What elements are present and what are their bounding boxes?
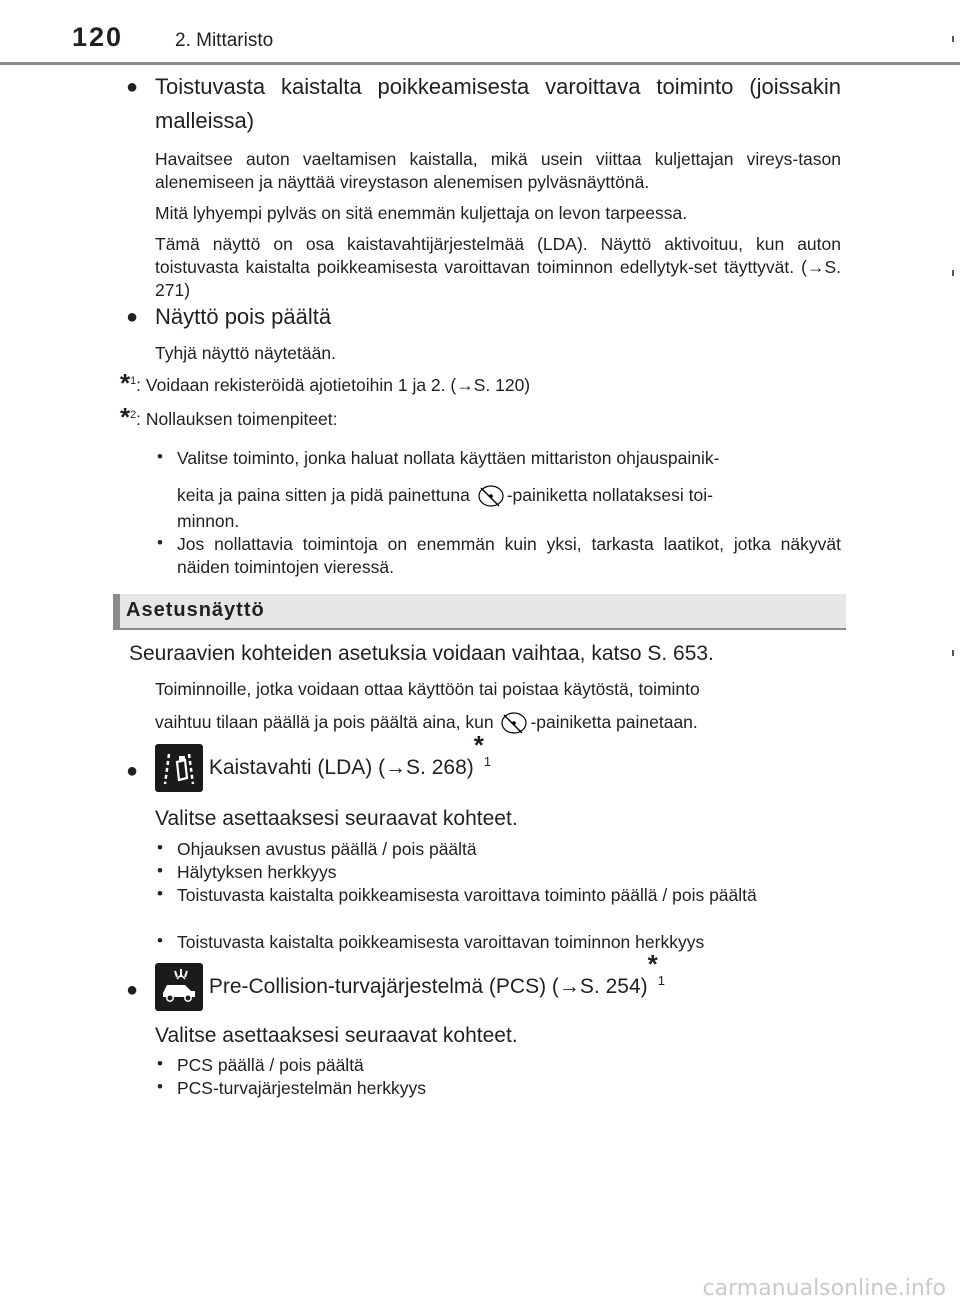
list-dot: • xyxy=(157,931,163,950)
section-marker xyxy=(113,594,120,628)
pcs-title-text: Pre-Collision-turvajärjestelmä (PCS) (→S. 254) xyxy=(203,975,648,998)
list-dot: • xyxy=(157,861,163,880)
bullet-icon: ● xyxy=(126,76,139,98)
list-dot: • xyxy=(157,1077,163,1096)
list-dot: • xyxy=(157,447,163,466)
page-header xyxy=(0,0,960,66)
display-off-title: Näyttö pois päältä xyxy=(155,304,332,329)
pcs-title xyxy=(155,949,665,1011)
section-header-settings xyxy=(113,594,846,630)
enter-button-icon xyxy=(498,709,530,737)
bullet-icon: ● xyxy=(126,979,139,1001)
reset-item-2: Jos nollattavia toimintoja on enemmän kuin yksi, tarkasta laatikot, jotka näkyvät näiden toimintojen vieressä. xyxy=(177,534,841,577)
list-dot: • xyxy=(157,533,163,552)
settings-intro: Seuraavien kohteiden asetuksia voidaan vaihtaa, katso S. 653. xyxy=(129,642,714,665)
footnote-1 xyxy=(120,368,531,398)
lda-title xyxy=(155,730,492,792)
pre-collision-icon xyxy=(155,963,203,1011)
edge-tick xyxy=(952,650,954,656)
lda-instruction: Valitse asettaaksesi seuraavat kohteet. xyxy=(155,807,518,830)
bullet-icon: ● xyxy=(126,760,139,782)
settings-note-line-2 xyxy=(155,705,698,739)
lane-warning-paragraph-2: Mitä lyhyempi pylväs on sitä enemmän kuljettaja on levon tarpeessa. xyxy=(155,203,688,223)
page-number: 120 xyxy=(72,22,124,52)
list-dot: • xyxy=(157,884,163,903)
footnote-star: * xyxy=(473,730,484,760)
reset-item-1-line-1: Valitse toiminto, jonka haluat nollata käyttäen mittariston ohjauspainik- xyxy=(177,448,720,468)
reset-item-1-line-2 xyxy=(177,480,841,510)
display-off-paragraph: Tyhjä näyttö näytetään. xyxy=(155,343,336,363)
footnote-2 xyxy=(120,402,338,432)
pcs-instruction: Valitse asettaaksesi seuraavat kohteet. xyxy=(155,1024,518,1047)
enter-button-icon xyxy=(475,482,507,510)
reset-item-1-text-a: keita ja paina sitten ja pidä painettuna xyxy=(177,485,475,505)
lda-item: Hälytyksen herkkyys xyxy=(177,862,337,882)
lda-footnote-marker: 1 xyxy=(483,754,492,769)
lane-warning-title: Toistuvasta kaistalta poikkeamisesta varoittava toiminto (joissakin malleissa) xyxy=(155,74,841,133)
header-rule xyxy=(0,62,960,65)
footnote-1-marker: 1 xyxy=(130,375,137,388)
edge-tick xyxy=(952,270,954,276)
reset-item-1-text-b: -painiketta nollataksesi toi- xyxy=(506,485,713,505)
pcs-item: PCS päällä / pois päältä xyxy=(177,1055,364,1075)
footnote-2-text: : Nollauksen toimenpiteet: xyxy=(136,409,338,429)
section-title: Asetusnäyttö xyxy=(126,599,265,621)
footnote-1-text: : Voidaan rekisteröidä ajotietoihin 1 ja 2. (→S. 120) xyxy=(136,375,531,395)
lane-warning-paragraph-3: Tämä näyttö on osa kaistavahtijärjestelmää (LDA). Näyttö aktivoituu, kun auton toistuvasta kaistalta poikkeamisesta varoittavan toiminnon edellytyk-set täyttyvät. (→S. 271) xyxy=(155,234,841,300)
watermark: carmanualsonline.info xyxy=(702,1276,946,1301)
lda-item: Ohjauksen avustus päällä / pois päältä xyxy=(177,839,477,859)
settings-note-text-a: vaihtuu tilaan päällä ja pois päältä aina, kun xyxy=(155,712,499,732)
settings-note-text-b: -painiketta painetaan. xyxy=(530,712,698,732)
settings-note-line-1: Toiminnoille, jotka voidaan ottaa käyttöön tai poistaa käytöstä, toiminto xyxy=(155,679,700,699)
lda-item: Toistuvasta kaistalta poikkeamisesta varoittava toiminto päällä / pois päältä xyxy=(177,885,757,905)
edge-tick xyxy=(952,36,954,42)
footnote-star: * xyxy=(120,402,131,432)
footnote-star: * xyxy=(120,368,131,398)
footnote-2-marker: 2 xyxy=(130,409,137,422)
lda-title-text: Kaistavahti (LDA) (→S. 268) xyxy=(203,756,474,779)
bullet-icon: ● xyxy=(126,306,139,328)
lane-warning-paragraph-1: Havaitsee auton vaeltamisen kaistalla, mikä usein viittaa kuljettajan vireys-tason alenemiseen ja näyttää vireystason alenemisen pylväsnäyttönä. xyxy=(155,149,841,192)
lane-departure-alert-icon xyxy=(155,744,203,792)
pcs-footnote-marker: 1 xyxy=(657,973,665,988)
pcs-item: PCS-turvajärjestelmän herkkyys xyxy=(177,1078,426,1098)
list-dot: • xyxy=(157,838,163,857)
reset-item-1-line-3: minnon. xyxy=(177,511,240,531)
footnote-star: * xyxy=(647,949,658,979)
chapter-title: 2. Mittaristo xyxy=(175,30,274,51)
lda-item: Toistuvasta kaistalta poikkeamisesta varoittavan toiminnon herkkyys xyxy=(177,932,705,952)
list-dot: • xyxy=(157,1054,163,1073)
